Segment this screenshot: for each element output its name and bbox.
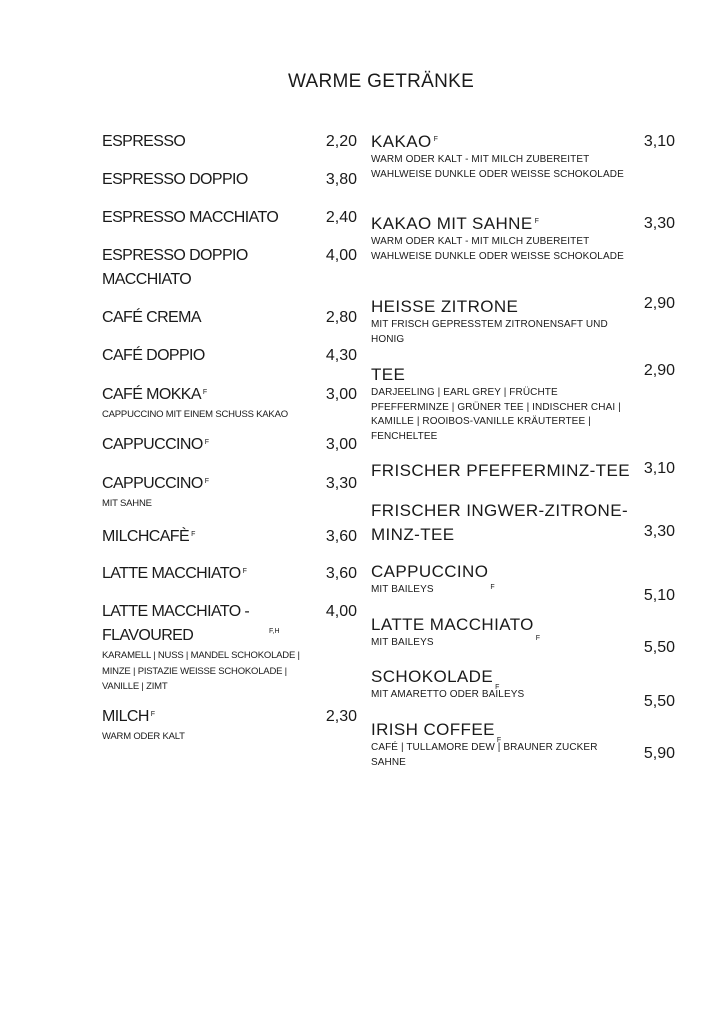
menu-item-cafe-crema <box>102 306 357 330</box>
footnote-marker: F <box>534 218 539 225</box>
footnote-marker: F <box>433 136 438 143</box>
item-price: 5,90 <box>643 745 675 762</box>
item-price: 2,40 <box>325 209 357 226</box>
item-price: 5,10 <box>643 587 675 604</box>
footnote-marker: F <box>496 737 502 744</box>
menu-item-latte-macchiato-flavoured <box>102 600 357 695</box>
item-price: 3,30 <box>643 523 675 540</box>
footnote-marker: F <box>204 478 209 485</box>
item-price: 3,60 <box>325 528 357 545</box>
item-description: MIT AMARETTO ODER BAILEYS <box>371 689 525 700</box>
item-price: 4,00 <box>325 603 357 620</box>
footnote-marker: F <box>204 439 209 446</box>
menu-item-cappuccino-sahne <box>102 472 357 512</box>
menu-item-milchcafe <box>102 525 357 549</box>
menu-item-schokolade <box>371 666 675 710</box>
menu-item-espresso-macchiato <box>102 206 357 230</box>
item-price: 5,50 <box>643 639 675 656</box>
item-name: LATTE MACCHIATO <box>102 565 241 582</box>
menu-item-kakao-sahne <box>371 213 675 264</box>
menu-item-pfefferminz-tee <box>371 460 675 482</box>
item-description: DARJEELING | EARL GREY | FRÜCHTE PFEFFERMINZE | GRÜNER TEE | INDISCHER CHAI | KAMILLE | ROOIBOS-VANILLE KRÄUTERTEE | FENCHELTEE <box>371 387 621 442</box>
menu-item-irish-coffee <box>371 719 675 770</box>
page-title: WARME GETRÄNKE <box>287 71 475 92</box>
item-price: 4,30 <box>325 347 357 364</box>
menu-item-tee <box>371 364 675 444</box>
item-price: 3,10 <box>643 460 675 477</box>
menu-item-latte-macchiato <box>102 562 357 586</box>
footnote-marker: F,H <box>269 628 280 635</box>
menu-item-cappuccino <box>102 433 357 457</box>
item-name: MILCHCAFÈ <box>102 528 190 545</box>
item-name: KAKAO MIT SAHNE <box>371 214 533 233</box>
menu-item-espresso <box>102 130 357 154</box>
item-name: ESPRESSO MACCHIATO <box>102 209 279 226</box>
item-price: 3,80 <box>325 171 357 188</box>
item-description: CAFÉ | TULLAMORE DEW | BRAUNER ZUCKER SAHNE <box>371 742 598 768</box>
footnote-marker: F <box>150 711 156 718</box>
item-name: IRISH COFFEE <box>371 720 495 739</box>
menu-item-espresso-doppio <box>102 168 357 192</box>
footnote-marker: F <box>202 389 208 396</box>
item-price: 2,20 <box>325 133 357 150</box>
footnote-marker: F <box>242 568 247 575</box>
item-price: 3,00 <box>325 386 357 403</box>
item-price: 4,00 <box>325 247 357 264</box>
footnote-marker: F <box>490 584 495 591</box>
item-name: CAPPUCCINO <box>102 436 203 453</box>
item-description: WARM ODER KALT - MIT MILCH ZUBEREITET WAHLWEISE DUNKLE ODER WEISSE SCHOKOLADE <box>371 236 624 262</box>
item-price: 2,80 <box>325 309 357 326</box>
item-description: WARM ODER KALT <box>102 731 185 742</box>
menu-item-espresso-doppio-macchiato <box>102 244 357 292</box>
item-name: ESPRESSO DOPPIO <box>102 171 248 188</box>
menu-item-milch <box>102 705 357 745</box>
menu-item-latte-baileys <box>371 614 675 656</box>
item-name: LATTE MACCHIATO - FLAVOURED <box>102 603 250 644</box>
item-name: CAFÉ CREMA <box>102 309 201 326</box>
menu-item-heisse-zitrone <box>371 296 675 347</box>
item-name: SCHOKOLADE <box>371 667 494 686</box>
item-price: 2,90 <box>643 362 675 379</box>
item-description: CAPPUCCINO MIT EINEM SCHUSS KAKAO <box>102 409 288 420</box>
item-name: TEE <box>371 365 406 384</box>
item-name: CAFÉ MOKKA <box>102 386 201 403</box>
item-description: WARM ODER KALT - MIT MILCH ZUBEREITET WAHLWEISE DUNKLE ODER WEISSE SCHOKOLADE <box>371 154 624 180</box>
item-description: MIT SAHNE <box>102 498 152 509</box>
item-price: 3,30 <box>643 215 675 232</box>
item-name: ESPRESSO DOPPIO MACCHIATO <box>102 247 248 288</box>
footnote-marker: F <box>191 531 196 538</box>
item-name: HEISSE ZITRONE <box>371 297 519 316</box>
footnote-marker: F <box>495 684 500 691</box>
item-name: KAKAO <box>371 132 432 151</box>
item-name: CAFÉ DOPPIO <box>102 347 205 364</box>
menu-item-cafe-doppio <box>102 344 357 368</box>
item-name: LATTE MACCHIATO <box>371 615 534 634</box>
item-name: MILCH <box>102 708 149 725</box>
item-price: 5,50 <box>643 693 675 710</box>
item-name: CAPPUCCINO <box>371 562 489 581</box>
item-description: MIT BAILEYS <box>371 637 434 648</box>
item-price: 3,30 <box>325 475 357 492</box>
item-price: 3,10 <box>643 133 675 150</box>
item-name: ESPRESSO <box>102 133 186 150</box>
item-price: 3,00 <box>325 436 357 453</box>
footnote-marker: F <box>535 635 541 642</box>
item-price: 3,60 <box>325 565 357 582</box>
item-name: FRISCHER INGWER-ZITRONE-MINZ-TEE <box>371 501 629 544</box>
menu-item-ingwer-tee <box>371 499 675 547</box>
menu-item-kakao <box>371 131 675 182</box>
item-name: FRISCHER PFEFFERMINZ-TEE <box>371 461 630 480</box>
item-description: MIT FRISCH GEPRESSTEM ZITRONENSAFT UND HONIG <box>371 319 608 345</box>
item-price: 2,30 <box>325 708 357 725</box>
menu-item-cappuccino-baileys <box>371 561 675 604</box>
item-description: MIT BAILEYS <box>371 584 434 595</box>
menu-item-cafe-mokka <box>102 383 357 423</box>
item-description: KARAMELL | NUSS | MANDEL SCHOKOLADE | MINZE | PISTAZIE WEISSE SCHOKOLADE | VANILLE | ZIMT <box>102 650 300 692</box>
item-price: 2,90 <box>643 295 675 312</box>
item-name: CAPPUCCINO <box>102 475 203 492</box>
